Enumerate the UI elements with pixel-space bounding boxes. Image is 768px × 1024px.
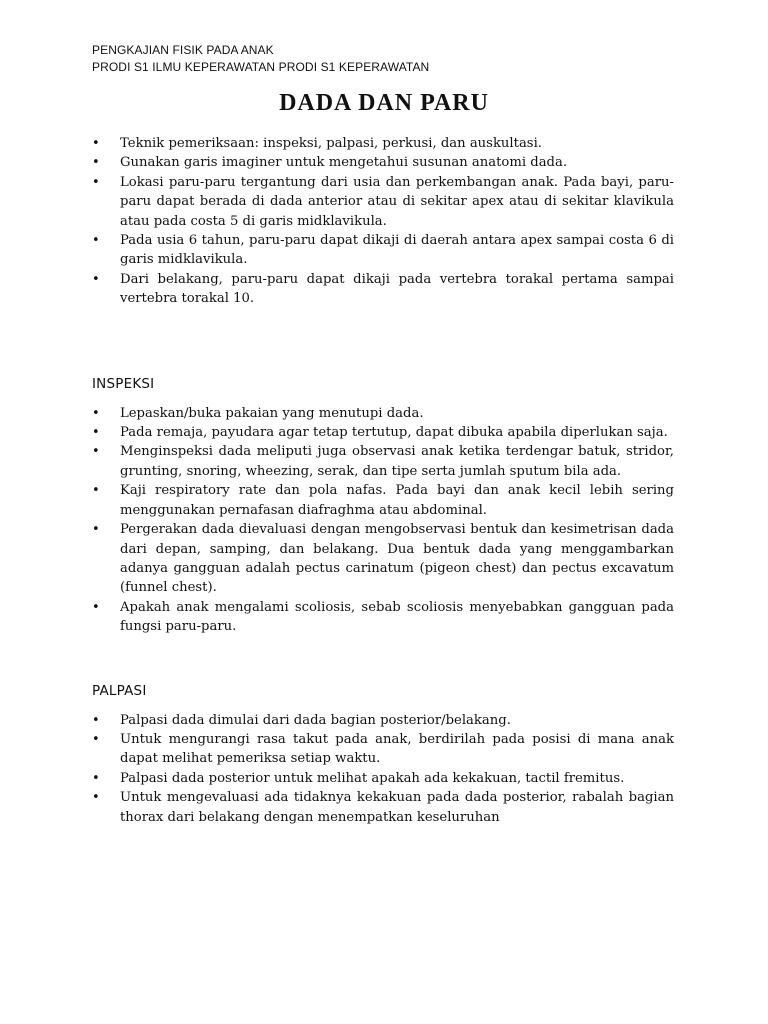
list-item: • Pada usia 6 tahun, paru-paru dapat dikaji di daerah antara apex sampai costa 6 di garis midklavikula. (92, 231, 674, 270)
spacer (92, 701, 674, 711)
page-title: DADA DAN PARU (279, 90, 489, 116)
list-item: • Menginspeksi dada meliputi juga observasi anak ketika terdengar batuk, stridor, grunting, snoring, wheezing, serak, dan tipe serta jumlah sputum bila ada. (92, 442, 674, 481)
inspeksi-list (92, 404, 674, 637)
running-header (92, 42, 429, 76)
list-item: • Untuk mengevaluasi ada tidaknya kekakuan pada dada posterior, rabalah bagian thorax dari belakang dengan menempatkan keseluruhan (92, 788, 674, 827)
spacer (92, 394, 674, 404)
document-body (92, 134, 674, 827)
list-item: • Lepaskan/buka pakaian yang menutupi dada. (92, 404, 674, 423)
list-item: • Kaji respiratory rate dan pola nafas. Pada bayi dan anak kecil lebih sering menggunakan pernafasan diafraghma atau abdominal. (92, 481, 674, 520)
list-item: • Apakah anak mengalami scoliosis, sebab scoliosis menyebabkan gangguan pada fungsi paru-paru. (92, 598, 674, 637)
list-item: • Palpasi dada dimulai dari dada bagian posterior/belakang. (92, 711, 674, 730)
list-item: • Gunakan garis imaginer untuk mengetahui susunan anatomi dada. (92, 153, 674, 172)
section-heading-palpasi: PALPASI (92, 682, 147, 699)
header-line-2: PRODI S1 ILMU KEPERAWATAN PRODI S1 KEPERAWATAN (92, 60, 430, 74)
section-heading-inspeksi: INSPEKSI (92, 375, 155, 392)
header-line-1: PENGKAJIAN FISIK PADA ANAK (92, 43, 274, 57)
list-item: • Pergerakan dada dievaluasi dengan mengobservasi bentuk dan kesimetrisan dada dari depan, samping, dan belakang. Dua bentuk dada yang menggambarkan adanya gangguan adalah pectus carinatum (pigeon chest) dan pectus excavatum (funnel chest). (92, 520, 674, 598)
list-item: • Teknik pemeriksaan: inspeksi, palpasi, perkusi, dan auskultasi. (92, 134, 674, 153)
list-item: • Pada remaja, payudara agar tetap tertutup, dapat dibuka apabila diperlukan saja. (92, 423, 674, 442)
list-item: • Untuk mengurangi rasa takut pada anak, berdirilah pada posisi di mana anak dapat melihat pemeriksa setiap waktu. (92, 730, 674, 769)
spacer (92, 309, 674, 375)
list-item: • Palpasi dada posterior untuk melihat apakah ada kekakuan, tactil fremitus. (92, 769, 674, 788)
intro-list (92, 134, 674, 309)
spacer (92, 637, 674, 682)
palpasi-list (92, 711, 674, 827)
list-item: • Dari belakang, paru-paru dapat dikaji pada vertebra torakal pertama sampai vertebra torakal 10. (92, 270, 674, 309)
list-item: • Lokasi paru-paru tergantung dari usia dan perkembangan anak. Pada bayi, paru-paru dapat berada di dada anterior atau di sekitar apex atau di sekitar klavikula atau pada costa 5 di garis midklavikula. (92, 173, 674, 231)
